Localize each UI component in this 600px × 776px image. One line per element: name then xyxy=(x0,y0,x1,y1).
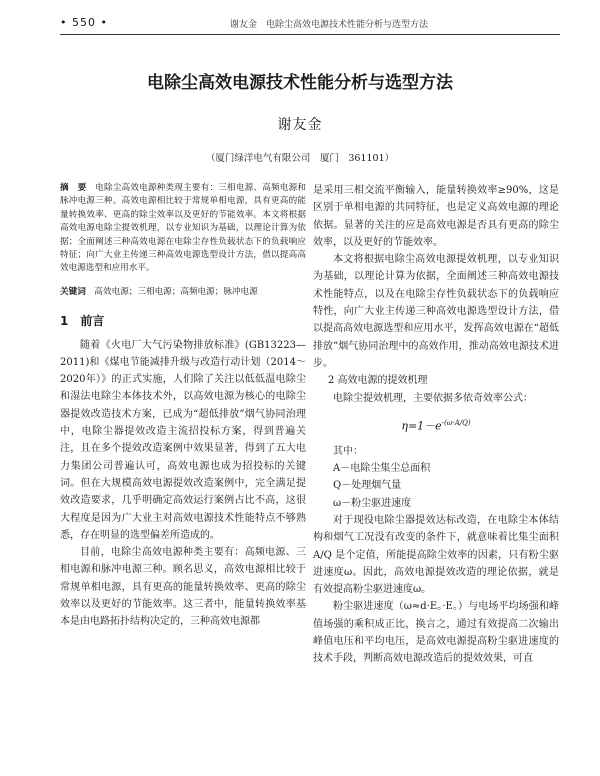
paper-title: 电除尘高效电源技术性能分析与选型方法 xyxy=(147,73,453,93)
formula-exponent: -(ω·A/Q) xyxy=(441,418,471,427)
section-heading-intro: 1 前言 xyxy=(60,314,105,329)
running-header xyxy=(60,14,560,35)
abstract-text: 电除尘高效电源种类现主要有：三相电源、高频电源和脉冲电源三种。高效电源相比较于常规单相电源，具有更高的能量转换效率、更高的除尘效率以及更好的节能效率。本文将根据高效电源电除尘提效机理，以专业知识为基础，以理论计算为依据；全面阐述三种高效电源在电除尘存性负载状态下的负载响应特征；向广大业主传递三种高效电源选型设计方法，借以提高高效电源选型和应用水平。 xyxy=(60,183,306,274)
where-label: 其中： xyxy=(333,445,363,457)
left-column xyxy=(60,182,306,631)
deutsch-formula xyxy=(313,415,559,435)
abstract-label: 摘 要 xyxy=(60,183,87,193)
abstract xyxy=(60,182,306,276)
keywords-text: 高效电源；三相电源；高频电源；脉冲电源 xyxy=(94,286,258,297)
body-paragraph: 目前，电除尘高效电源种类主要有：高频电源、三相电源和脉冲电源三种。顾名思义，高效电源相比较于常规单相电源，具有更高的能量转换效率、更高的除尘效率以及更好的节能效率。这三者中，能量转换效率基本是由电路拓扑结构决定的，三种高效电源都 xyxy=(60,547,306,628)
page-number: • 550 • xyxy=(60,16,108,29)
body-paragraph: 粉尘驱进速度（ω≈d·E。·E。）与电场平均场强和峰值场强的乘积成正比，换言之，通过有效提高二次输出峰值电压和平均电压，是高效电源提高粉尘驱进速度的技术手段，判断高效电源改造后的提效效果，可直 xyxy=(313,601,559,665)
running-head-title: 谢友金 电除尘高效电源技术性能分析与选型方法 xyxy=(230,20,429,30)
author-affiliation: （厦门绿洋电气有限公司 厦门 361101） xyxy=(205,153,395,164)
keywords-label: 关键词 xyxy=(60,286,86,297)
author-name: 谢友金 xyxy=(277,117,323,133)
definition-item: Q－处理烟气量 xyxy=(333,480,402,492)
right-column xyxy=(313,182,559,668)
keywords xyxy=(60,286,306,299)
formula-intro: 电除尘提效机理，主要依据多依奇效率公式： xyxy=(333,392,533,404)
definition-item: A－电除尘集尘总面积 xyxy=(333,463,431,475)
definition-list xyxy=(313,460,559,512)
body-paragraph: 是采用三相交流平衡输入，能量转换效率≥90%，这是区别于单相电源的共同特征，也是定义高效电源的理论依据。显著的关注的应是高效电源是否具有更高的除尘效率，以及更好的节能效率。 xyxy=(313,185,559,248)
body-paragraph: 本文将根据电除尘高效电源提效机理，以专业知识为基础，以理论计算为依据，全面阐述三种高效电源技术性能特点，以及在电除尘存性负载状态下的负载响应特性，向广大业主传递三种高效电源选型设计方法，借以提高高效电源选型和应用水平，发挥高效电源在“超低排放”烟气协同治理中的高效作用，推动高效电源技术进步。 xyxy=(313,254,559,369)
definition-item: ω－粉尘驱进速度 xyxy=(333,497,412,509)
section-heading-mechanism: 2 高效电源的提效机理 xyxy=(328,375,428,387)
formula-lhs: η=1－e xyxy=(401,419,442,433)
body-paragraph: 随着《火电厂大气污染物排放标准》(GB13223—2011)和《煤电节能减排升级与改造行动计划（2014～2020年）》的正式实施，人们除了关注以低低温电除尘和湿法电除尘本体技术外，以高效电源为核心的电除尘器提效改造技术方案，已成为“超低排放”烟气协同治理中，电除尘器提效改造主流招投标方案，得到普遍关注，且在多个提效改造案例中效果显著，得到了五大电力集团公司普遍认可，高效电源也成为招投标的关键词。但在大规模高效电源提效改造案例中，完全满足提效改造要求，几乎明确定高效运行案例占比不高，这很大程度是因为广大业主对高效电源技术性能特点不够熟悉，存在明显的选型偏差所造成的。 xyxy=(60,339,306,541)
body-paragraph: 对于现役电除尘器提效达标改造，在电除尘本体结构和烟气工况没有改变的条件下，就意味着比集尘面积 A/Q 是个定值，所能提高除尘效率的因素，只有粉尘驱进速度ω。因此，高效电源提效改造的理论依据，就是有效提高粉尘驱进速度ω。 xyxy=(313,515,559,596)
